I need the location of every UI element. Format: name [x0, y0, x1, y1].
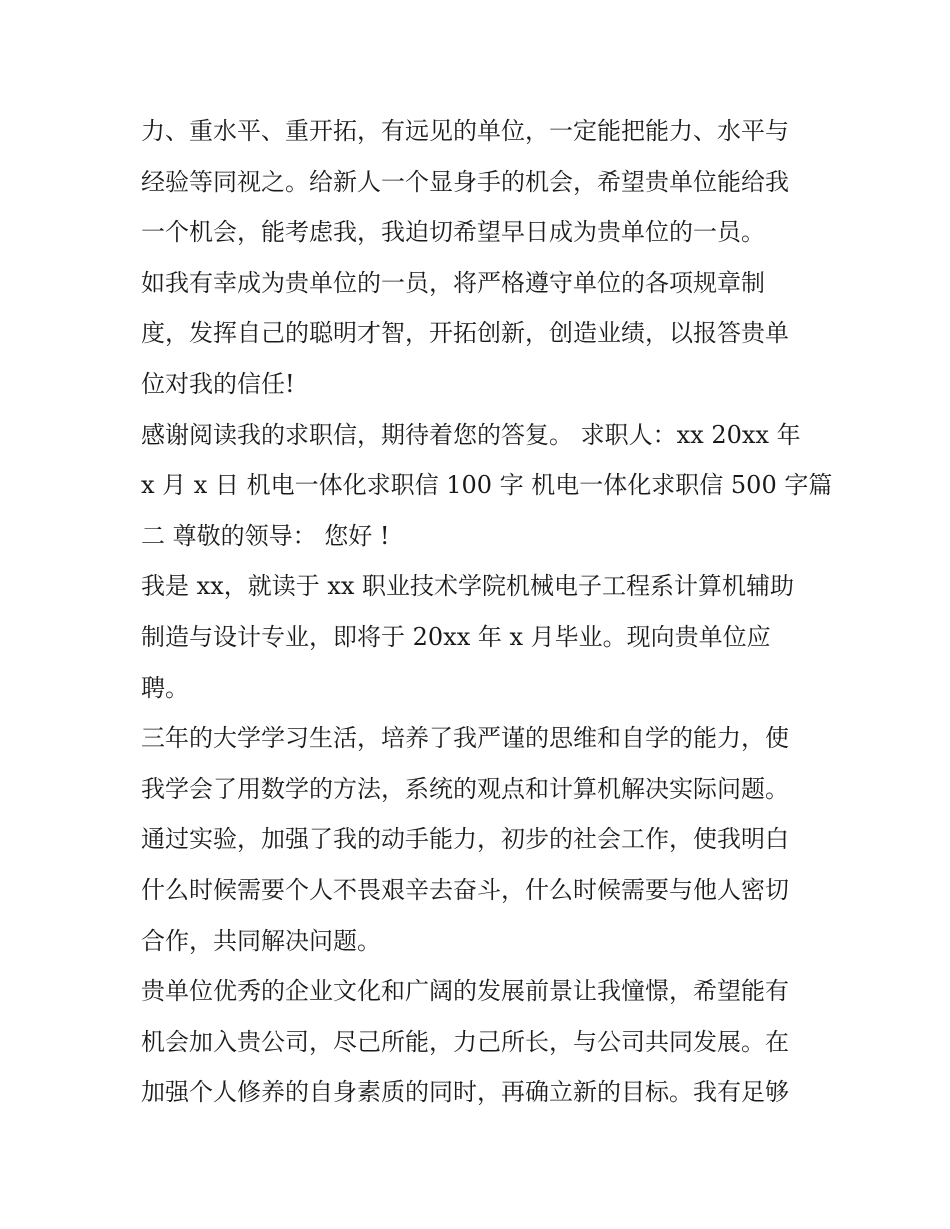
- text-line: 我是 xx，就读于 xx 职业技术学院机械电子工程系计算机辅助: [141, 572, 795, 601]
- text-line: 加强个人修养的自身素质的同时，再确立新的目标。我有足够: [141, 1078, 789, 1107]
- text-line: 感谢阅读我的求职信，期待着您的答复。 求职人：xx 20xx 年: [141, 420, 801, 449]
- text-line: 一个机会，能考虑我，我迫切希望早日成为贵单位的一员。: [141, 218, 765, 247]
- text-line: 三年的大学学习生活，培养了我严谨的思维和自学的能力，使: [141, 724, 789, 753]
- text-line: 度，发挥自己的聪明才智，开拓创新，创造业绩，以报答贵单: [141, 319, 789, 348]
- text-line: 合作，共同解决问题。: [141, 926, 381, 955]
- document-body: [141, 106, 833, 1118]
- text-line: 位对我的信任!: [141, 369, 295, 398]
- text-line: 我学会了用数学的方法，系统的观点和计算机解决实际问题。: [141, 774, 789, 803]
- text-line: 力、重水平、重开拓，有远见的单位，一定能把能力、水平与: [141, 117, 789, 145]
- text-line: 通过实验，加强了我的动手能力，初步的社会工作，使我明白: [141, 825, 789, 854]
- text-line: 二 尊敬的领导： 您好 !: [141, 521, 390, 550]
- text-line: 贵单位优秀的企业文化和广阔的发展前景让我憧憬，希望能有: [141, 977, 789, 1006]
- text-line: 机会加入贵公司，尽己所能，力己所长，与公司共同发展。在: [141, 1027, 789, 1056]
- text-line: 聘。: [141, 673, 189, 702]
- text-line: 经验等同视之。给新人一个显身手的机会，希望贵单位能给我: [141, 167, 789, 196]
- text-line: 如我有幸成为贵单位的一员，将严格遵守单位的各项规章制: [141, 268, 765, 297]
- text-line: x 月 x 日 机电一体化求职信 100 字 机电一体化求职信 500 字篇: [141, 471, 833, 500]
- text-line: 制造与设计专业，即将于 20xx 年 x 月毕业。现向贵单位应: [141, 622, 771, 651]
- text-line: 什么时候需要个人不畏艰辛去奋斗，什么时候需要与他人密切: [141, 875, 789, 904]
